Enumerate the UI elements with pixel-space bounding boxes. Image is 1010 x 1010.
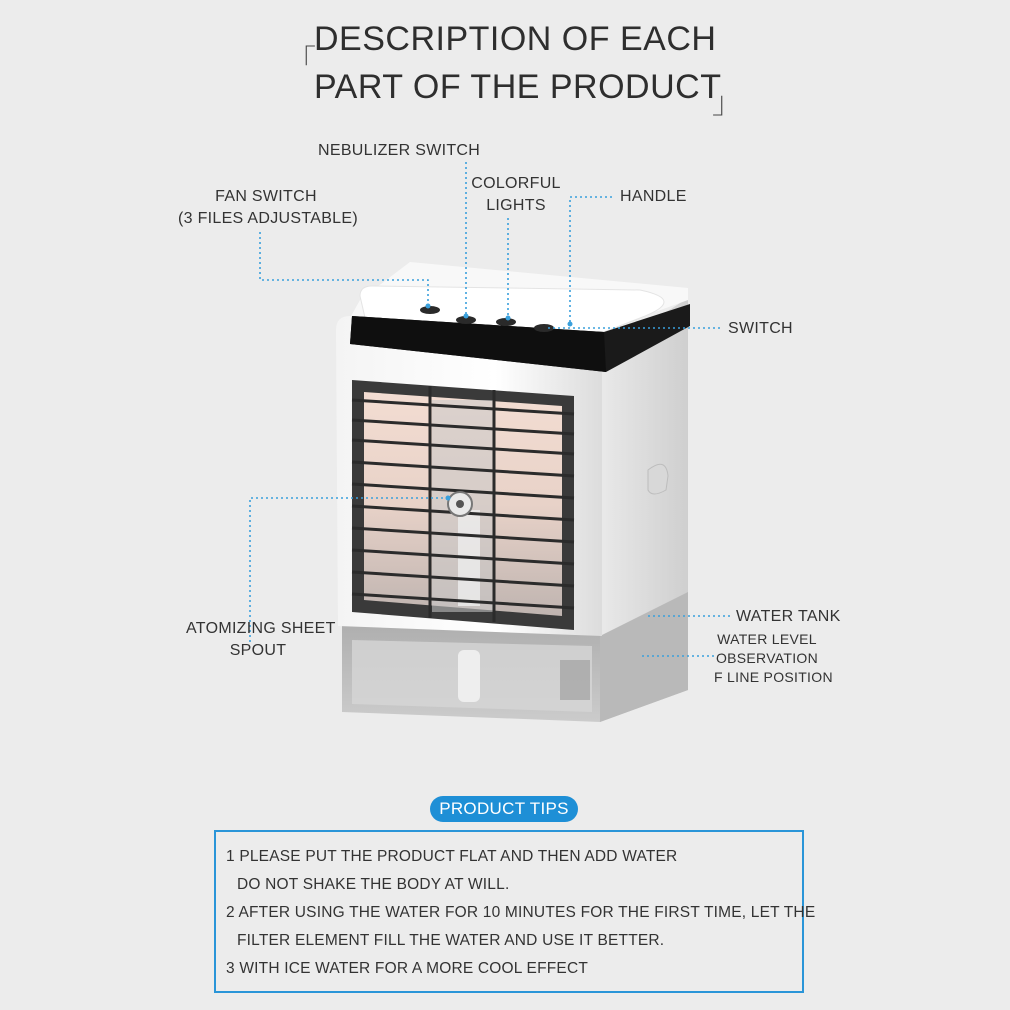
tip-line-2: DO NOT SHAKE THE BODY AT WILL. xyxy=(237,876,510,893)
label-fan-switch-line2: (3 FILES ADJUSTABLE) xyxy=(178,210,358,227)
label-colorful-lights-line1: COLORFUL xyxy=(471,175,561,192)
tip-line-3: 2 AFTER USING THE WATER FOR 10 MINUTES FOR THE FIRST TIME, LET THE xyxy=(226,904,816,921)
product-tips-box xyxy=(214,830,816,993)
title-line-2: PART OF THE PRODUCT xyxy=(314,68,722,106)
product-tips-badge: PRODUCT TIPS xyxy=(430,796,578,822)
label-colorful-lights-line2: LIGHTS xyxy=(486,197,546,214)
label-handle: HANDLE xyxy=(620,188,687,205)
label-colorful-lights xyxy=(466,173,566,217)
label-atomizing-sheet-spout xyxy=(186,618,336,662)
label-atomizing-line2: SPOUT xyxy=(229,642,287,659)
label-atomizing-line1: ATOMIZING SHEET xyxy=(186,620,336,637)
label-water-level-line3: F LINE POSITION xyxy=(714,669,833,685)
label-water-level-line1: WATER LEVEL xyxy=(717,631,817,647)
label-water-tank: WATER TANK xyxy=(736,608,841,625)
title xyxy=(0,0,1010,130)
open-bracket: 「 xyxy=(286,45,316,78)
tip-line-1: 1 PLEASE PUT THE PRODUCT FLAT AND THEN ADD WATER xyxy=(226,848,678,865)
label-nebulizer-switch: NEBULIZER SWITCH xyxy=(318,142,481,159)
tip-line-4: FILTER ELEMENT FILL THE WATER AND USE IT BETTER. xyxy=(237,932,665,949)
air-outlet-grille xyxy=(352,380,574,630)
label-fan-switch-line1: FAN SWITCH xyxy=(215,188,317,205)
label-fan-switch xyxy=(178,186,358,230)
label-switch: SWITCH xyxy=(728,320,793,337)
close-bracket: 」 xyxy=(712,87,742,120)
label-water-level-line2: OBSERVATION xyxy=(715,650,819,666)
tip-line-5: 3 WITH ICE WATER FOR A MORE COOL EFFECT xyxy=(226,960,589,977)
title-line-1: DESCRIPTION OF EACH xyxy=(314,20,717,58)
label-water-level xyxy=(714,630,833,687)
